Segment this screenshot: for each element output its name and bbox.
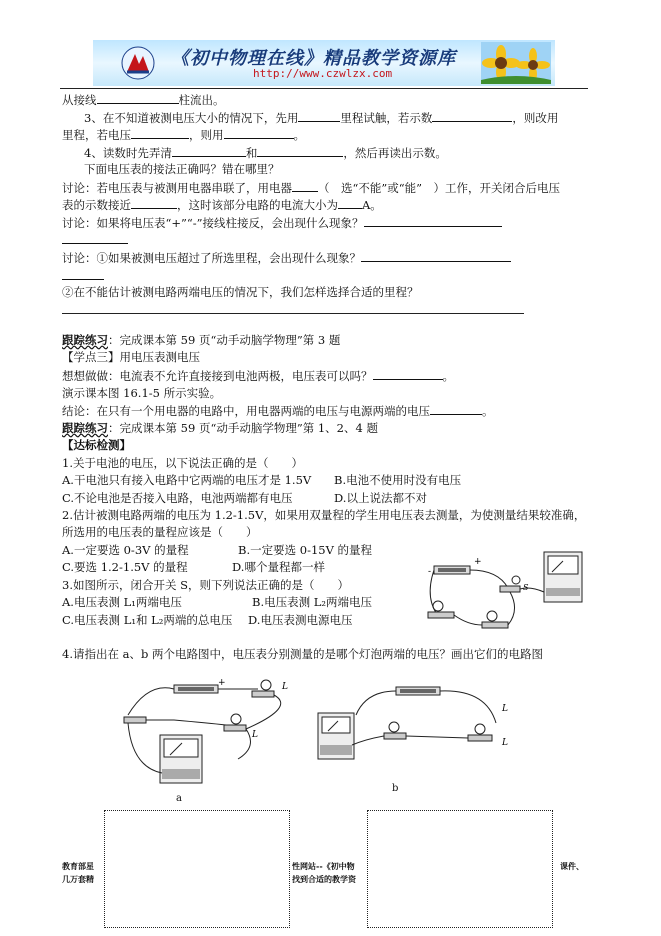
svg-text:+: + bbox=[474, 557, 482, 567]
line-discuss-unknown: ②在不能估计被测电路两端电压的情况下，我们怎样选择合适的里程？ bbox=[62, 285, 419, 299]
q2-option-a[interactable]: A.一定要选 0-3V 的量程 bbox=[62, 543, 189, 557]
q2-option-d[interactable]: D.哪个量程都一样 bbox=[232, 560, 325, 574]
footer-left-2: 几万套精 bbox=[62, 874, 94, 884]
q3-option-b[interactable]: B.电压表测 L₂两端电压 bbox=[252, 595, 373, 609]
svg-text:+: + bbox=[218, 678, 226, 688]
question-1: 1.关于电池的电压，以下说法正确的是（ ） bbox=[62, 456, 303, 470]
q1-option-b[interactable]: B.电池不使用时没有电压 bbox=[334, 473, 462, 487]
blank[interactable] bbox=[131, 127, 189, 139]
line-conclusion: 结论：在只有一个用电器的电路中，用电器两端的电压与电源两端的电压 。 bbox=[62, 404, 494, 418]
blank[interactable] bbox=[432, 110, 512, 122]
blank[interactable] bbox=[298, 110, 340, 122]
header-banner bbox=[93, 40, 555, 86]
question-3: 3.如图所示，闭合开关 S，则下列说法正确的是（ ） bbox=[62, 578, 350, 592]
line-practice-2: 跟踪练习：完成课本第 59 页“动手动脑学物理”第 1、2、4 题 bbox=[62, 421, 378, 435]
site-logo-icon bbox=[121, 46, 155, 80]
line-discuss-series: 讨论：若电压表与被测用电器串联了，用电器 （ 选“不能”或“能” ）工作，开关闭合后电压 bbox=[62, 181, 561, 195]
line-blank-continued bbox=[62, 268, 104, 283]
q1-option-c[interactable]: C.不论电池是否接入电路，电池两端都有电压 bbox=[62, 491, 293, 505]
footer-mid-2: 找到合适的教学资 bbox=[292, 874, 356, 884]
section-heading-test: 【达标检测】 bbox=[62, 438, 131, 452]
q1-option-d[interactable]: D.以上说法都不对 bbox=[334, 491, 427, 505]
question-2-cont: 所选用的电压表的量程应该是（ ） bbox=[62, 525, 258, 539]
svg-text:L: L bbox=[252, 730, 258, 740]
q3-option-d[interactable]: D.电压表测电源电压 bbox=[248, 613, 353, 627]
circuit-figure-b bbox=[316, 683, 520, 783]
line-question: 下面电压表的接法正确吗？错在哪里？ bbox=[84, 162, 280, 176]
line-demo: 演示课本图 16.1-5 所示实验。 bbox=[62, 386, 222, 400]
blank[interactable] bbox=[172, 145, 246, 157]
blank[interactable] bbox=[131, 197, 177, 209]
blank[interactable] bbox=[361, 250, 511, 262]
blank[interactable] bbox=[292, 180, 318, 192]
q3-option-c[interactable]: C.电压表测 L₁和 L₂两端的总电压 bbox=[62, 613, 233, 627]
question-2: 2.估计被测电路两端的电压为 1.2-1.5V，如果用双量程的学生用电压表去测量，为使测量结果较准确， bbox=[62, 508, 586, 522]
blank[interactable] bbox=[97, 92, 179, 104]
q3-option-a[interactable]: A.电压表测 L₁两端电压 bbox=[62, 595, 182, 609]
footer-right-1: 课件、 bbox=[560, 861, 584, 871]
blank[interactable] bbox=[62, 268, 104, 280]
line-practice-1: 跟踪练习：完成课本第 59 页“动手动脑学物理”第 3 题 bbox=[62, 333, 341, 347]
line-try: 想想做做：电流表不允许直接接到电池两极，电压表可以吗？ 。 bbox=[62, 369, 454, 383]
footer-mid-1: 性网站--《初中物 bbox=[292, 861, 355, 871]
blank[interactable] bbox=[224, 127, 294, 139]
blank[interactable] bbox=[430, 403, 482, 415]
q2-option-b[interactable]: B.一定要选 0-15V 的量程 bbox=[238, 543, 373, 557]
q3-circuit-figure bbox=[420, 540, 590, 640]
line-discuss-reversed: 讨论：如果将电压表“+”“-”接线柱接反，会出现什么现象？ bbox=[62, 215, 502, 230]
banner-url[interactable]: http://www.czwlzx.com bbox=[253, 67, 393, 80]
line-range-trial: 3、在不知道被测电压大小的情况下，先用 里程试触，若示数 ，则改用 bbox=[84, 111, 559, 125]
line-discuss-reading: 表的示数接近 ，这时该部分电路的电流大小为 A。 bbox=[62, 198, 382, 212]
blank[interactable] bbox=[257, 145, 343, 157]
line-range-choose: 里程，若电压 ，则用 。 bbox=[62, 128, 305, 142]
figure-b-label: b bbox=[392, 783, 399, 794]
blank[interactable] bbox=[373, 368, 443, 380]
q1-option-a[interactable]: A.干电池只有接入电路中它两端的电压才是 1.5V bbox=[62, 473, 312, 487]
blank[interactable] bbox=[364, 215, 502, 227]
blank[interactable] bbox=[338, 197, 362, 209]
svg-text:S: S bbox=[523, 583, 529, 592]
sunflower-icon bbox=[481, 42, 551, 84]
section-heading-point3: 【学点三】用电压表测电压 bbox=[62, 350, 200, 364]
drawing-box-a[interactable] bbox=[104, 810, 290, 928]
line-reading: 4、读数时先弄清 和 ，然后再读出示数。 bbox=[84, 146, 447, 160]
svg-text:L: L bbox=[282, 682, 288, 692]
header-rule bbox=[60, 88, 588, 89]
banner-title: 《初中物理在线》精品教学资源库 bbox=[171, 48, 456, 69]
line-blank-continued bbox=[62, 232, 128, 247]
question-4: 4.请指出在 a、b 两个电路图中，电压表分别测量的是哪个灯泡两端的电压？画出它们的电路图 bbox=[62, 647, 543, 661]
footer-left-1: 教育部星 bbox=[62, 861, 94, 871]
svg-text:-: - bbox=[428, 567, 432, 577]
drawing-box-b[interactable] bbox=[367, 810, 553, 928]
q2-option-c[interactable]: C.要选 1.2-1.5V 的量程 bbox=[62, 560, 188, 574]
svg-text:L: L bbox=[502, 738, 508, 748]
circuit-figure-a bbox=[118, 677, 300, 791]
line-terminal: 从接线 柱流出。 bbox=[62, 93, 225, 107]
blank[interactable] bbox=[62, 232, 128, 244]
line-discuss-overrange: 讨论：①如果被测电压超过了所选里程，会出现什么现象？ bbox=[62, 250, 511, 265]
figure-a-label: a bbox=[176, 793, 182, 804]
svg-text:L: L bbox=[502, 704, 508, 714]
answer-line[interactable] bbox=[62, 313, 524, 314]
